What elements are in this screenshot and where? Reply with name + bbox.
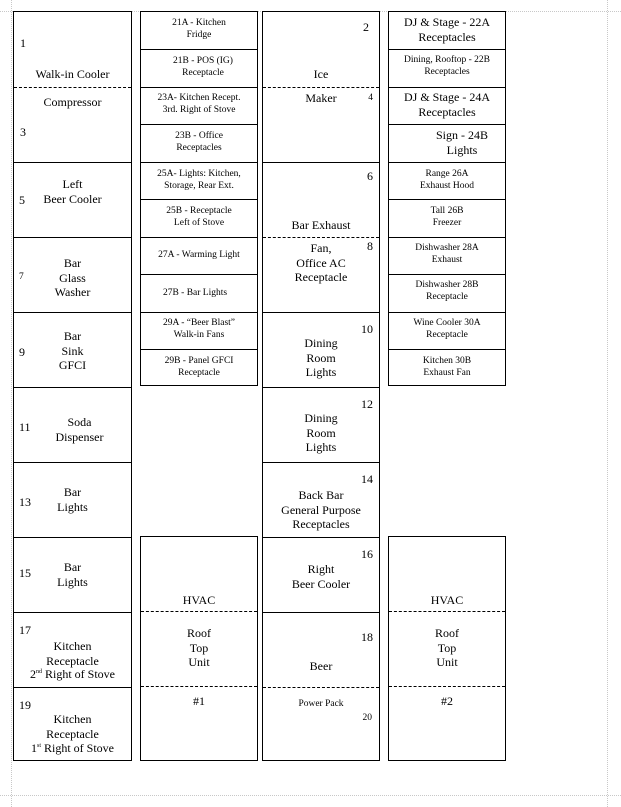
hvac-label: Roof Top Unit: [187, 626, 211, 670]
circuit-number: 14: [361, 472, 373, 486]
circuit-label: Ice: [313, 67, 329, 81]
page-guide: [607, 0, 608, 807]
circuit-11: [14, 387, 131, 462]
page-guide: [0, 795, 621, 796]
circuit-number: 18: [361, 630, 373, 644]
circuit-2-4: [263, 12, 379, 162]
circuit-label: Compressor: [43, 95, 102, 109]
circuit-16: [263, 537, 379, 612]
panel-column-3: [262, 11, 380, 761]
circuit-label: Bar Lights: [57, 560, 88, 589]
circuit-label: Soda Dispenser: [55, 415, 104, 444]
circuit-label: DJ & Stage - 22A Receptacles: [404, 15, 490, 44]
panel-column-2-upper: [140, 11, 258, 386]
circuit-18-20: [263, 612, 379, 762]
circuit-19: [14, 687, 131, 762]
circuit-14: [263, 462, 379, 537]
circuit-label: Maker: [305, 91, 337, 105]
circuit-label: 27B - Bar Lights: [162, 288, 228, 298]
panel-column-4-upper: [388, 11, 506, 386]
circuit-9: [14, 312, 131, 387]
circuit-7: [14, 237, 131, 312]
circuit-17: [14, 612, 131, 687]
circuit-13: [14, 462, 131, 537]
circuit-label: Kitchen 30B Exhaust Fan: [422, 356, 472, 378]
circuit-number: 12: [361, 397, 373, 411]
circuit-number: 2: [363, 20, 369, 34]
circuit-number: 13: [19, 495, 31, 509]
circuit-label: 29A - “Beer Blast” Walk-in Fans: [162, 318, 236, 340]
circuit-label: DJ & Stage - 24A Receptacles: [404, 90, 490, 119]
circuit-number: 4: [368, 93, 373, 103]
circuit-1: [14, 12, 131, 162]
circuit-number: 3: [20, 125, 26, 139]
circuit-label: Dining, Rooftop - 22B Receptacles: [403, 55, 491, 77]
panel-column-1: [13, 11, 132, 761]
circuit-label: Left Beer Cooler: [43, 177, 102, 206]
circuit-label: Dishwasher 28A Exhaust: [415, 243, 479, 265]
circuit-label: 29B - Panel GFCI Receptacle: [164, 356, 234, 378]
circuit-15: [14, 537, 131, 612]
circuit-label: Power Pack: [298, 699, 344, 709]
circuit-label: Kitchen Receptacle: [46, 639, 99, 668]
hvac-title: HVAC: [430, 593, 464, 607]
circuit-number: 7: [19, 272, 24, 282]
circuit-label: Sign - 24B Lights: [435, 128, 488, 157]
circuit-number: 6: [367, 169, 373, 183]
circuit-label: Bar Exhaust: [291, 218, 351, 232]
circuit-number: 9: [19, 345, 25, 359]
circuit-label: Bar Lights: [57, 485, 88, 514]
circuit-label: Wine Cooler 30A Receptacle: [413, 318, 481, 340]
circuit-label: Right Beer Cooler: [291, 562, 351, 591]
circuit-label: Bar Glass Washer: [54, 256, 91, 300]
circuit-label-line: 1st Right of Stove: [30, 741, 115, 755]
circuit-label: Kitchen Receptacle: [46, 712, 99, 741]
circuit-number: 17: [19, 623, 31, 637]
page-guide: [11, 0, 12, 807]
circuit-number: 11: [19, 420, 31, 434]
circuit-label: Dining Room Lights: [304, 411, 338, 455]
circuit-12: [263, 387, 379, 462]
circuit-label: Dining Room Lights: [304, 336, 338, 380]
circuit-label: 21B - POS (IG) Receptacle: [173, 56, 233, 78]
circuit-label: Walk-in Cooler: [35, 67, 110, 81]
circuit-label: 23A- Kitchen Recept. 3rd. Right of Stove: [157, 93, 241, 115]
circuit-label-line: 2nd Right of Stove: [29, 667, 115, 681]
hvac-label: Roof Top Unit: [435, 626, 459, 670]
circuit-number: 20: [362, 713, 372, 723]
circuit-number: 15: [19, 566, 31, 580]
circuit-5: [14, 162, 131, 237]
circuit-label: 25B - Receptacle Left of Stove: [166, 206, 232, 228]
circuit-number: 16: [361, 547, 373, 561]
circuit-number: 1: [20, 36, 26, 50]
circuit-6-8: [263, 162, 379, 312]
hvac-unit-1: [140, 536, 258, 761]
circuit-label: 23B - Office Receptacles: [175, 131, 223, 153]
circuit-label: 21A - Kitchen Fridge: [172, 18, 226, 40]
circuit-label: Dishwasher 28B Receptacle: [415, 280, 479, 302]
circuit-number: 19: [19, 698, 31, 712]
hvac-unit-2: [388, 536, 506, 761]
circuit-label: Fan, Office AC Receptacle: [294, 241, 348, 285]
hvac-title: HVAC: [182, 593, 216, 607]
circuit-label: Beer: [309, 659, 333, 673]
circuit-label: Tall 26B Freezer: [430, 206, 464, 228]
circuit-label: Bar Sink GFCI: [58, 329, 87, 373]
circuit-label: Range 26A Exhaust Hood: [419, 169, 475, 191]
circuit-10: [263, 312, 379, 387]
circuit-label: 27A - Warming Light: [158, 250, 240, 260]
circuit-label: 25A- Lights: Kitchen, Storage, Rear Ext.: [157, 169, 241, 191]
circuit-label: Back Bar General Purpose Receptacles: [281, 488, 361, 532]
circuit-number: 8: [367, 239, 373, 253]
circuit-number: 5: [19, 193, 25, 207]
hvac-number: #1: [193, 694, 205, 708]
hvac-number: #2: [441, 694, 453, 708]
circuit-number: 10: [361, 322, 373, 336]
